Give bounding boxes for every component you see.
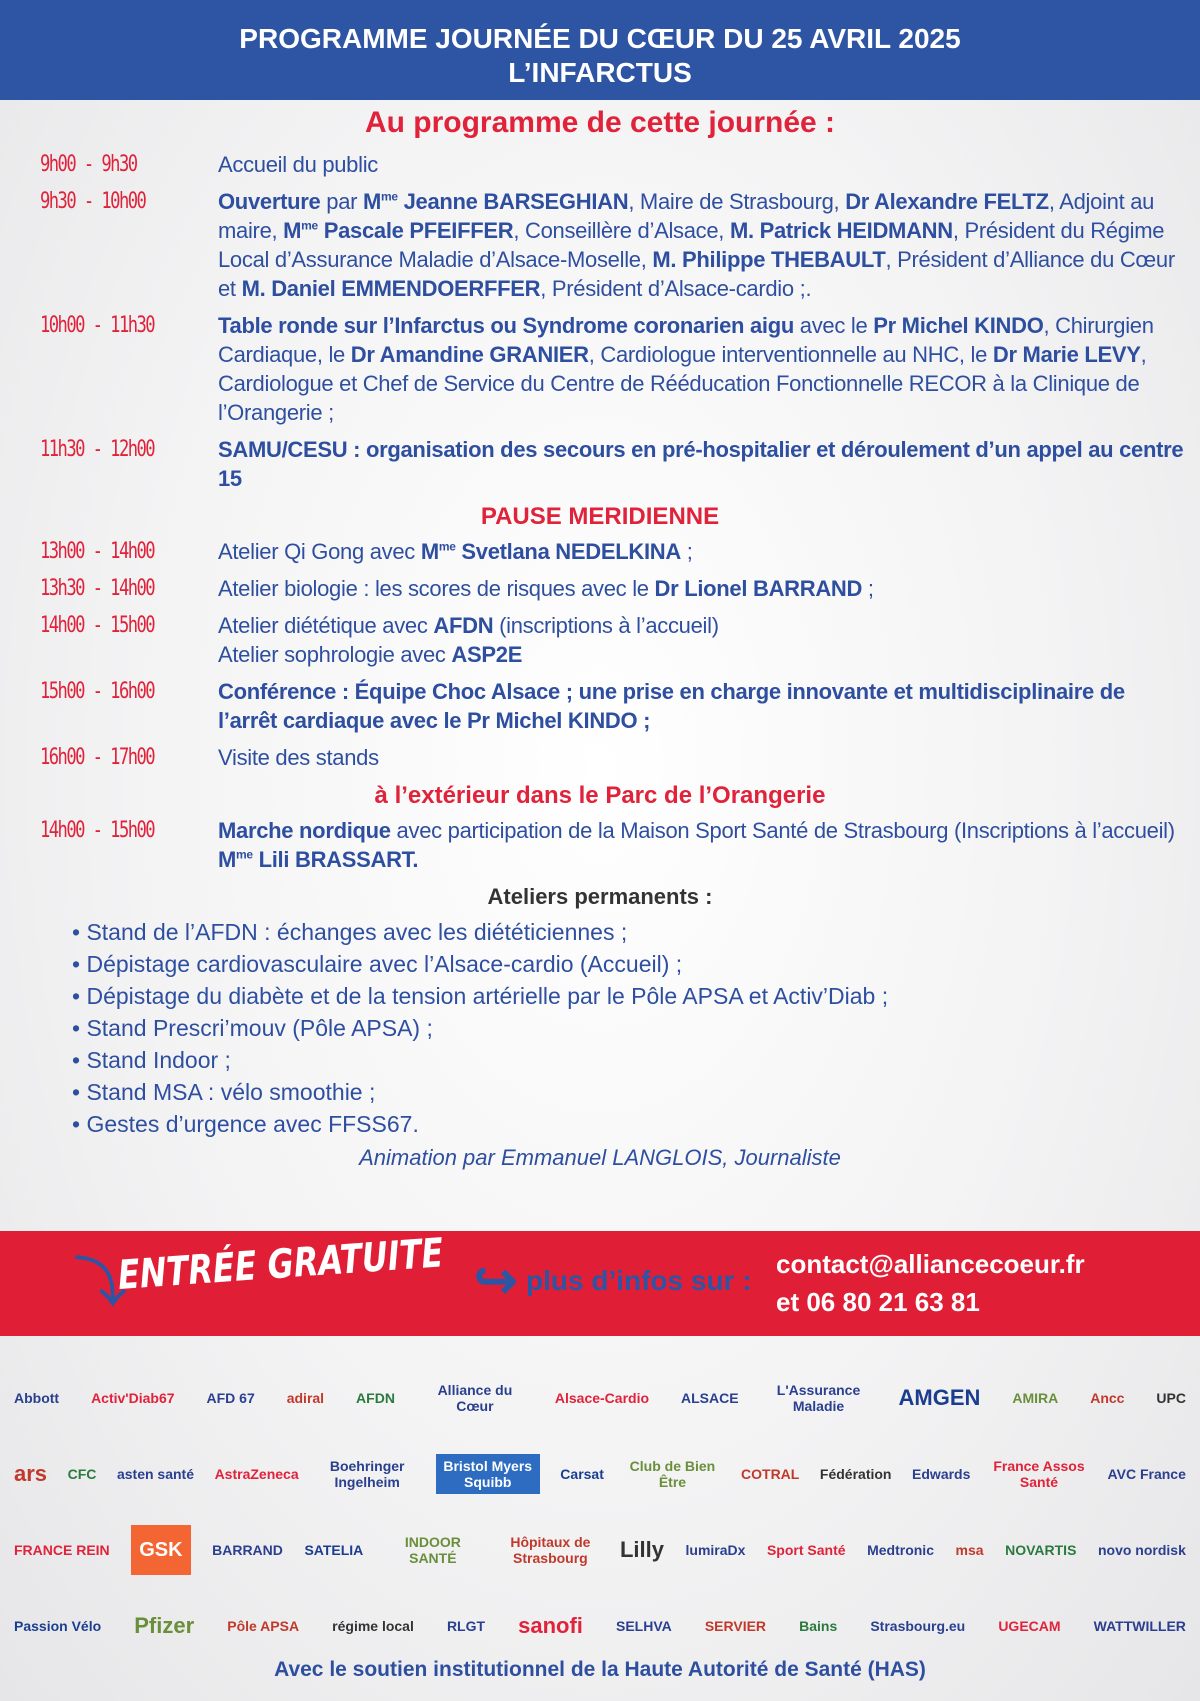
- text-segment: M. Patrick HEIDMANN: [729, 218, 953, 243]
- ateliers-heading: Ateliers permanents :: [487, 884, 713, 909]
- schedule-row: [0, 187, 1200, 303]
- sponsor-logo: SELHVA: [616, 1618, 672, 1634]
- sponsor-logo: msa: [955, 1542, 984, 1558]
- list-item: • Stand Indoor ;: [72, 1044, 1200, 1076]
- time-slot: 11h30 - 12h00: [40, 437, 155, 462]
- sponsor-logo: SATELIA: [304, 1542, 364, 1558]
- text-segment: ASP2E: [451, 642, 523, 667]
- text-segment: Lili BRASSART.: [252, 847, 419, 872]
- logo-row: [14, 1360, 1186, 1436]
- text-segment: , Président d’Alliance du Cœur et: [218, 247, 1175, 301]
- page-header: [0, 0, 1200, 100]
- time-slot: 13h00 - 14h00: [40, 539, 155, 564]
- sponsor-logo: Bristol Myers Squibb: [436, 1454, 540, 1494]
- sponsor-logo: Pfizer: [134, 1613, 195, 1638]
- sponsor-logo: AFD 67: [206, 1390, 255, 1406]
- activity-description: [218, 743, 1186, 772]
- time-slot: 13h30 - 14h00: [40, 576, 155, 601]
- text-segment: Svetlana NEDELKINA: [455, 539, 681, 564]
- schedule-row: [0, 311, 1200, 427]
- text-segment: avec participation de la Maison Sport Santé de Strasbourg (Inscriptions à l’accueil): [390, 818, 1175, 843]
- sponsor-logo: AstraZeneca: [214, 1466, 299, 1482]
- text-segment: Ouverture: [218, 189, 321, 214]
- sponsor-logo: FRANCE REIN: [14, 1542, 110, 1558]
- text-segment: Accueil du public: [218, 152, 378, 177]
- text-segment: , Président d’Alsace-cardio ;.: [540, 276, 812, 301]
- sponsor-logo: BARRAND: [212, 1542, 283, 1558]
- activity-description: [218, 150, 1186, 179]
- sponsor-logo: SERVIER: [704, 1618, 767, 1634]
- activity-description: [218, 537, 1186, 566]
- arrow-down-icon: ⤵: [74, 1255, 127, 1313]
- activity-description: [218, 816, 1186, 874]
- pause-heading: PAUSE MERIDIENNE: [480, 503, 720, 530]
- sponsor-logo: GSK: [131, 1525, 190, 1575]
- ateliers-list: [72, 916, 1200, 1140]
- schedule-row: [0, 574, 1200, 603]
- activity-description: [218, 435, 1186, 493]
- time-slot: 9h00 - 9h30: [40, 152, 137, 177]
- sponsor-logo: Abbott: [14, 1390, 60, 1406]
- text-segment: me: [236, 847, 253, 862]
- sponsor-logo: Boehringer Ingelheim: [329, 1458, 405, 1490]
- sponsor-logo: NOVARTIS: [1005, 1542, 1077, 1558]
- schedule-row: [0, 537, 1200, 566]
- text-segment: Atelier Qi Gong avec: [218, 539, 421, 564]
- sponsor-logo: WATTWILLER: [1093, 1618, 1186, 1634]
- entry-banner: [0, 1231, 1200, 1336]
- sponsor-logo: Activ'Diab67: [91, 1390, 175, 1406]
- sponsor-logo: Passion Vélo: [14, 1618, 102, 1634]
- header-subtitle: L’INFARCTUS: [508, 57, 692, 88]
- sponsor-logo: Medtronic: [867, 1542, 934, 1558]
- sponsor-logo: ALSACE: [681, 1390, 739, 1406]
- program-heading: Au programme de cette journée :: [364, 106, 836, 139]
- outdoor-heading: à l’extérieur dans le Parc de l’Orangerie: [374, 782, 826, 809]
- sponsor-logo: Hôpitaux de Strasbourg: [510, 1534, 591, 1566]
- sponsor-logo: Alsace-Cardio: [554, 1390, 650, 1406]
- header-title: PROGRAMME JOURNÉE DU CŒUR DU 25 AVRIL 2025: [239, 23, 961, 54]
- sponsor-logo: INDOOR SANTÉ: [404, 1534, 461, 1566]
- sponsor-logo: Carsat: [560, 1466, 604, 1482]
- sponsor-logo: Fédération: [819, 1466, 892, 1482]
- text-segment: , Maire de Strasbourg,: [628, 189, 846, 214]
- text-segment: Dr Lionel BARRAND: [654, 576, 863, 601]
- text-segment: me: [438, 539, 456, 554]
- sponsor-logo: UPC: [1156, 1390, 1186, 1406]
- text-segment: , Adjoint au maire,: [218, 189, 1155, 243]
- text-segment: , Cardiologue interventionnelle au NHC, le: [588, 342, 993, 367]
- time-slot: 9h30 - 10h00: [40, 189, 146, 214]
- sponsor-logo: CFC: [67, 1466, 97, 1482]
- activity-description: [218, 187, 1186, 303]
- logo-row: [14, 1436, 1186, 1512]
- sponsor-logo: COTRAL: [741, 1466, 800, 1482]
- logo-row: [14, 1512, 1186, 1588]
- schedule-row: [0, 743, 1200, 772]
- time-slot: 10h00 - 11h30: [40, 313, 155, 338]
- contact-phone: et 06 80 21 63 81: [776, 1287, 980, 1317]
- text-segment: , Chirurgien Cardiaque, le: [218, 313, 1154, 367]
- text-segment: me: [301, 218, 318, 233]
- sponsor-logo: AMIRA: [1012, 1390, 1059, 1406]
- sponsor-logo: lumiraDx: [685, 1542, 746, 1558]
- text-segment: ;: [862, 576, 874, 601]
- more-info-label: plus d’infos sur :: [526, 1265, 752, 1296]
- sponsor-logo: L'Assurance Maladie: [776, 1382, 861, 1414]
- text-segment: Visite des stands: [218, 745, 379, 770]
- list-item: • Dépistage cardiovasculaire avec l’Alsace-cardio (Accueil) ;: [72, 948, 1200, 980]
- text-segment: AFDN: [433, 613, 494, 638]
- sponsor-logo: France Assos Santé: [993, 1458, 1085, 1490]
- text-segment: , Cardiologue et Chef de Service du Centre de Rééducation Fonctionnelle RECOR à la Clinique de l’Orangerie ;: [218, 342, 1147, 425]
- sponsor-logo: AVC France: [1107, 1466, 1186, 1482]
- text-segment: Conférence : Équipe Choc Alsace ; une prise en charge innovante et multidisciplinaire de l’arrêt cardiaque avec le Pr Michel KINDO ;: [218, 679, 1125, 733]
- text-segment: M. Philippe THEBAULT: [652, 247, 886, 272]
- text-segment: Jeanne BARSEGHIAN: [397, 189, 629, 214]
- arrow-right-icon: ↪: [474, 1252, 518, 1310]
- sponsor-logo: asten santé: [116, 1466, 194, 1482]
- free-entry-text: ENTRÉE GRATUITE: [116, 1230, 445, 1299]
- sponsor-logo: Sport Santé: [766, 1542, 846, 1558]
- activity-description: [218, 574, 1186, 603]
- list-item: • Stand de l’AFDN : échanges avec les diététiciennes ;: [72, 916, 1200, 948]
- activity-description: [218, 311, 1186, 427]
- activity-description: [218, 611, 1186, 669]
- sponsor-logo: UGECAM: [998, 1618, 1061, 1634]
- time-slot: 14h00 - 15h00: [40, 613, 155, 638]
- text-segment: M. Daniel EMMENDOERFFER: [241, 276, 541, 301]
- sponsor-logo: sanofi: [518, 1613, 583, 1638]
- sponsor-logo: régime local: [332, 1618, 414, 1634]
- schedule-row: [0, 816, 1200, 874]
- sponsor-logo: Edwards: [912, 1466, 971, 1482]
- text-segment: Dr Alexandre FELTZ: [845, 189, 1049, 214]
- schedule-row: [0, 150, 1200, 179]
- list-item: • Gestes d’urgence avec FFSS67.: [72, 1108, 1200, 1140]
- text-segment: me: [381, 189, 398, 204]
- sponsor-logo: Pôle APSA: [227, 1618, 300, 1634]
- activity-description: [218, 677, 1186, 735]
- logo-row: [14, 1588, 1186, 1664]
- footer-support: Avec le soutien institutionnel de la Haute Autorité de Santé (HAS): [274, 1658, 926, 1681]
- time-slot: 15h00 - 16h00: [40, 679, 155, 704]
- text-segment: Atelier sophrologie avec: [218, 642, 452, 667]
- sponsor-logo: Alliance du Cœur: [437, 1382, 513, 1414]
- text-segment: Dr Amandine GRANIER: [350, 342, 589, 367]
- sponsor-logo: novo nordisk: [1097, 1542, 1186, 1558]
- sponsor-logo: Strasbourg.eu: [870, 1618, 966, 1634]
- text-segment: M: [420, 539, 439, 564]
- sponsor-logo: Lilly: [619, 1537, 664, 1562]
- text-segment: avec le: [793, 313, 874, 338]
- contact-email[interactable]: contact@alliancecoeur.fr: [776, 1249, 1085, 1279]
- text-segment: , Conseillère d’Alsace,: [513, 218, 730, 243]
- text-segment: , Président du Régime Local d’Assurance Maladie d’Alsace-Moselle,: [218, 218, 1165, 272]
- list-item: • Stand Prescri’mouv (Pôle APSA) ;: [72, 1012, 1200, 1044]
- sponsor-logo: AMGEN: [898, 1385, 981, 1410]
- list-item: • Stand MSA : vélo smoothie ;: [72, 1076, 1200, 1108]
- list-item: • Dépistage du diabète et de la tension artérielle par le Pôle APSA et Activ’Diab ;: [72, 980, 1200, 1012]
- text-segment: Atelier biologie : les scores de risques avec le: [218, 576, 655, 601]
- time-slot: 14h00 - 15h00: [40, 818, 155, 843]
- schedule-row: [0, 435, 1200, 493]
- text-segment: Pascale PFEIFFER: [317, 218, 514, 243]
- text-segment: M: [218, 847, 237, 872]
- text-segment: Pr Michel KINDO: [873, 313, 1044, 338]
- sponsor-logo: RLGT: [446, 1618, 486, 1634]
- sponsor-logo: Club de Bien Être: [629, 1458, 716, 1490]
- sponsor-logo: ars: [14, 1461, 48, 1486]
- text-segment: M: [362, 189, 382, 214]
- sponsor-logo: adiral: [286, 1390, 325, 1406]
- text-segment: (inscriptions à l’accueil): [493, 613, 719, 638]
- text-segment: SAMU/CESU : organisation des secours en pré-hospitalier et déroulement d’un appel au centre 15: [218, 437, 1184, 491]
- text-segment: M: [283, 218, 302, 243]
- sponsor-logos: [14, 1360, 1186, 1664]
- time-slot: 16h00 - 17h00: [40, 745, 155, 770]
- sponsor-logo: Ancc: [1090, 1390, 1125, 1406]
- text-segment: ;: [680, 539, 693, 564]
- text-segment: Atelier diététique avec: [218, 613, 434, 638]
- sponsor-logo: Bains: [799, 1618, 838, 1634]
- sponsor-logo: AFDN: [356, 1390, 395, 1406]
- animation-credit: Animation par Emmanuel LANGLOIS, Journaliste: [359, 1145, 841, 1170]
- schedule-row: [0, 677, 1200, 735]
- text-segment: par: [320, 189, 363, 214]
- text-segment: Dr Marie LEVY: [992, 342, 1141, 367]
- schedule-row: [0, 611, 1200, 669]
- text-segment: Marche nordique: [218, 818, 391, 843]
- schedule: [0, 150, 1200, 1174]
- text-segment: Table ronde sur l’Infarctus ou Syndrome coronarien aigu: [218, 313, 794, 338]
